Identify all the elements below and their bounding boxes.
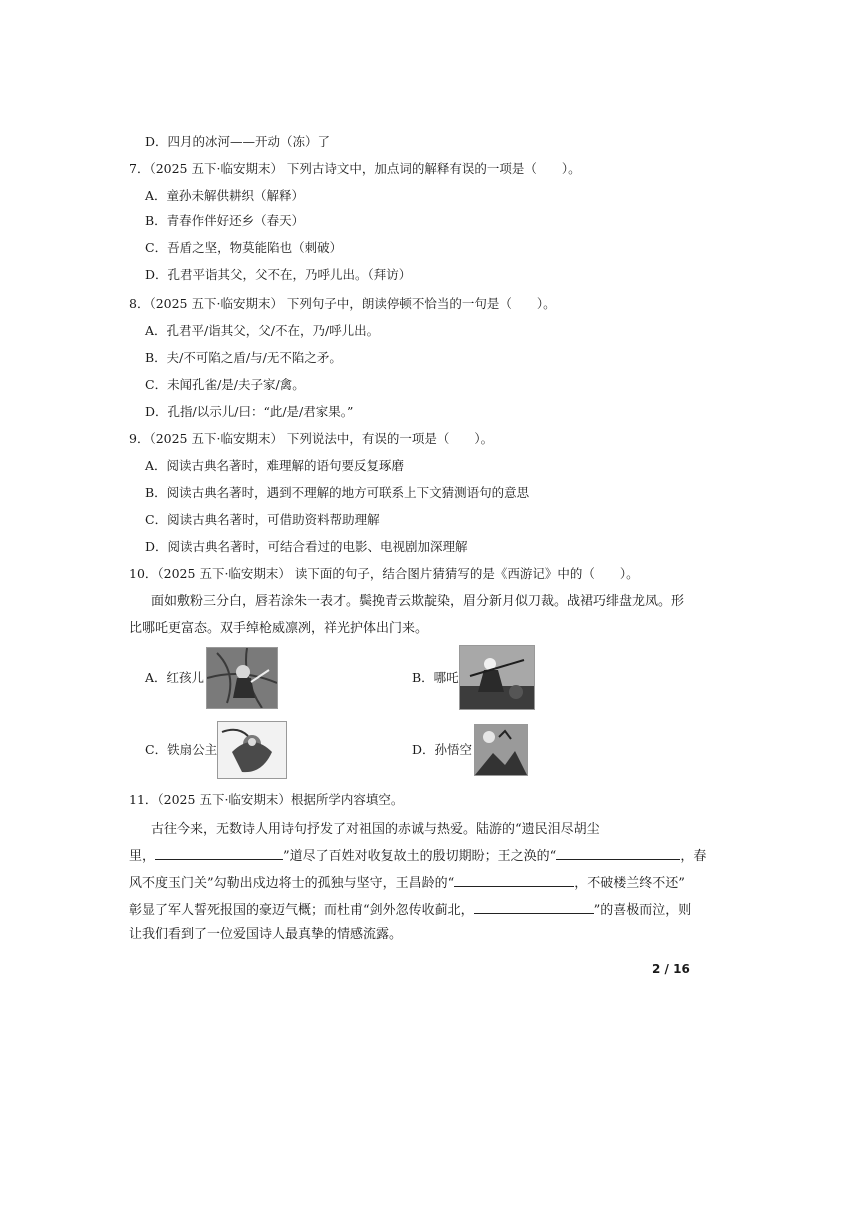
fill-blank-3[interactable] xyxy=(454,873,574,887)
q10-option-c-label: C．铁扇公主 xyxy=(145,742,218,757)
q9-option-d: D．阅读古典名著时，可结合看过的电影、电视剧加深理解 xyxy=(145,539,468,554)
q11-line-4-text-b: ”的喜极而泣，则 xyxy=(593,903,692,918)
fill-blank-1[interactable] xyxy=(155,846,283,860)
q9-option-c: C．阅读古典名著时，可借助资料帮助理解 xyxy=(145,512,380,527)
q11-line-4 xyxy=(129,900,691,919)
q8-stem: 8．（2025 五下·临安期末） 下列句子中，朗读停顿不恰当的一句是（ ）。 xyxy=(129,296,556,311)
q9-option-a: A．阅读古典名著时，难理解的语句要反复琢磨 xyxy=(145,458,405,473)
q11-line-5: 让我们看到了一位爱国诗人最真挚的情感流露。 xyxy=(129,927,403,942)
q7-option-b: B．青春作伴好还乡（春天） xyxy=(145,213,305,228)
q11-line-2-text-c: ，春 xyxy=(680,849,707,864)
q11-line-2-text-b: ”道尽了百姓对收复故土的殷切期盼；王之涣的“ xyxy=(283,849,557,864)
q9-option-b: B．阅读古典名著时，遇到不理解的地方可联系上下文猜测语句的意思 xyxy=(145,485,530,500)
q11-stem: 11．（2025 五下·临安期末）根据所学内容填空。 xyxy=(129,792,404,807)
red-boy-illustration xyxy=(206,647,278,709)
q7-stem: 7．（2025 五下·临安期末） 下列古诗文中，加点词的解释有误的一项是（ ）。 xyxy=(129,161,581,176)
q10-stem: 10．（2025 五下·临安期末） 读下面的句子，结合图片猜猜写的是《西游记》中的（ ）。 xyxy=(129,566,639,581)
fill-blank-4[interactable] xyxy=(474,900,594,914)
q10-passage-line-2: 比哪吒更富态。双手绰枪威凛冽，祥光护体出门来。 xyxy=(129,621,429,636)
q8-option-c: C．未闻孔雀/是/夫子家/禽。 xyxy=(145,377,305,392)
q11-line-4-text-a: 彰显了军人誓死报国的豪迈气概；而杜甫“剑外忽传收蓟北， xyxy=(129,903,474,918)
iron-fan-princess-illustration xyxy=(217,721,287,779)
q10-option-d-label: D．孙悟空 xyxy=(412,742,473,757)
page-number: 2 / 16 xyxy=(652,962,690,976)
q10-option-a-label: A．红孩儿 xyxy=(145,670,205,685)
sun-wukong-illustration xyxy=(474,724,528,776)
q11-line-3-text-b: ，不破楼兰终不还” xyxy=(574,876,685,891)
q7-option-c: C．吾盾之坚，物莫能陷也（刺破） xyxy=(145,240,343,255)
q9-stem: 9．（2025 五下·临安期末） 下列说法中，有误的一项是（ ）。 xyxy=(129,431,494,446)
q11-line-3 xyxy=(129,873,685,892)
q7-option-d: D．孔君平诣其父，父不在，乃呼儿出。（拜访） xyxy=(145,267,412,282)
nezha-illustration xyxy=(459,645,535,710)
q6-option-d: D．四月的冰河——开动（冻）了 xyxy=(145,134,331,149)
q10-passage-line-1: 面如敷粉三分白，唇若涂朱一表才。鬓挽青云欺靛染，眉分新月似刀裁。战裙巧绯盘龙凤。形 xyxy=(151,594,685,609)
q8-option-b: B．夫/不可陷之盾/与/无不陷之矛。 xyxy=(145,350,342,365)
q11-line-2-text-a: 里， xyxy=(129,849,156,864)
q8-option-d: D．孔指/以示儿/曰：“此/是/君家果。” xyxy=(145,404,354,419)
q8-option-a: A．孔君平/诣其父，父/不在，乃/呼儿出。 xyxy=(145,323,380,338)
q7-option-a: A．童孙未解供耕织（解释） xyxy=(145,188,305,203)
q11-line-3-text-a: 风不度玉门关”勾勒出戍边将士的孤独与坚守，王昌龄的“ xyxy=(129,876,455,891)
q11-line-2 xyxy=(129,846,706,865)
q10-option-b-label: B．哪吒 xyxy=(412,670,459,685)
q11-line-1: 古往今来，无数诗人用诗句抒发了对祖国的赤诚与热爱。陆游的“遗民泪尽胡尘 xyxy=(151,822,600,837)
fill-blank-2[interactable] xyxy=(556,846,680,860)
